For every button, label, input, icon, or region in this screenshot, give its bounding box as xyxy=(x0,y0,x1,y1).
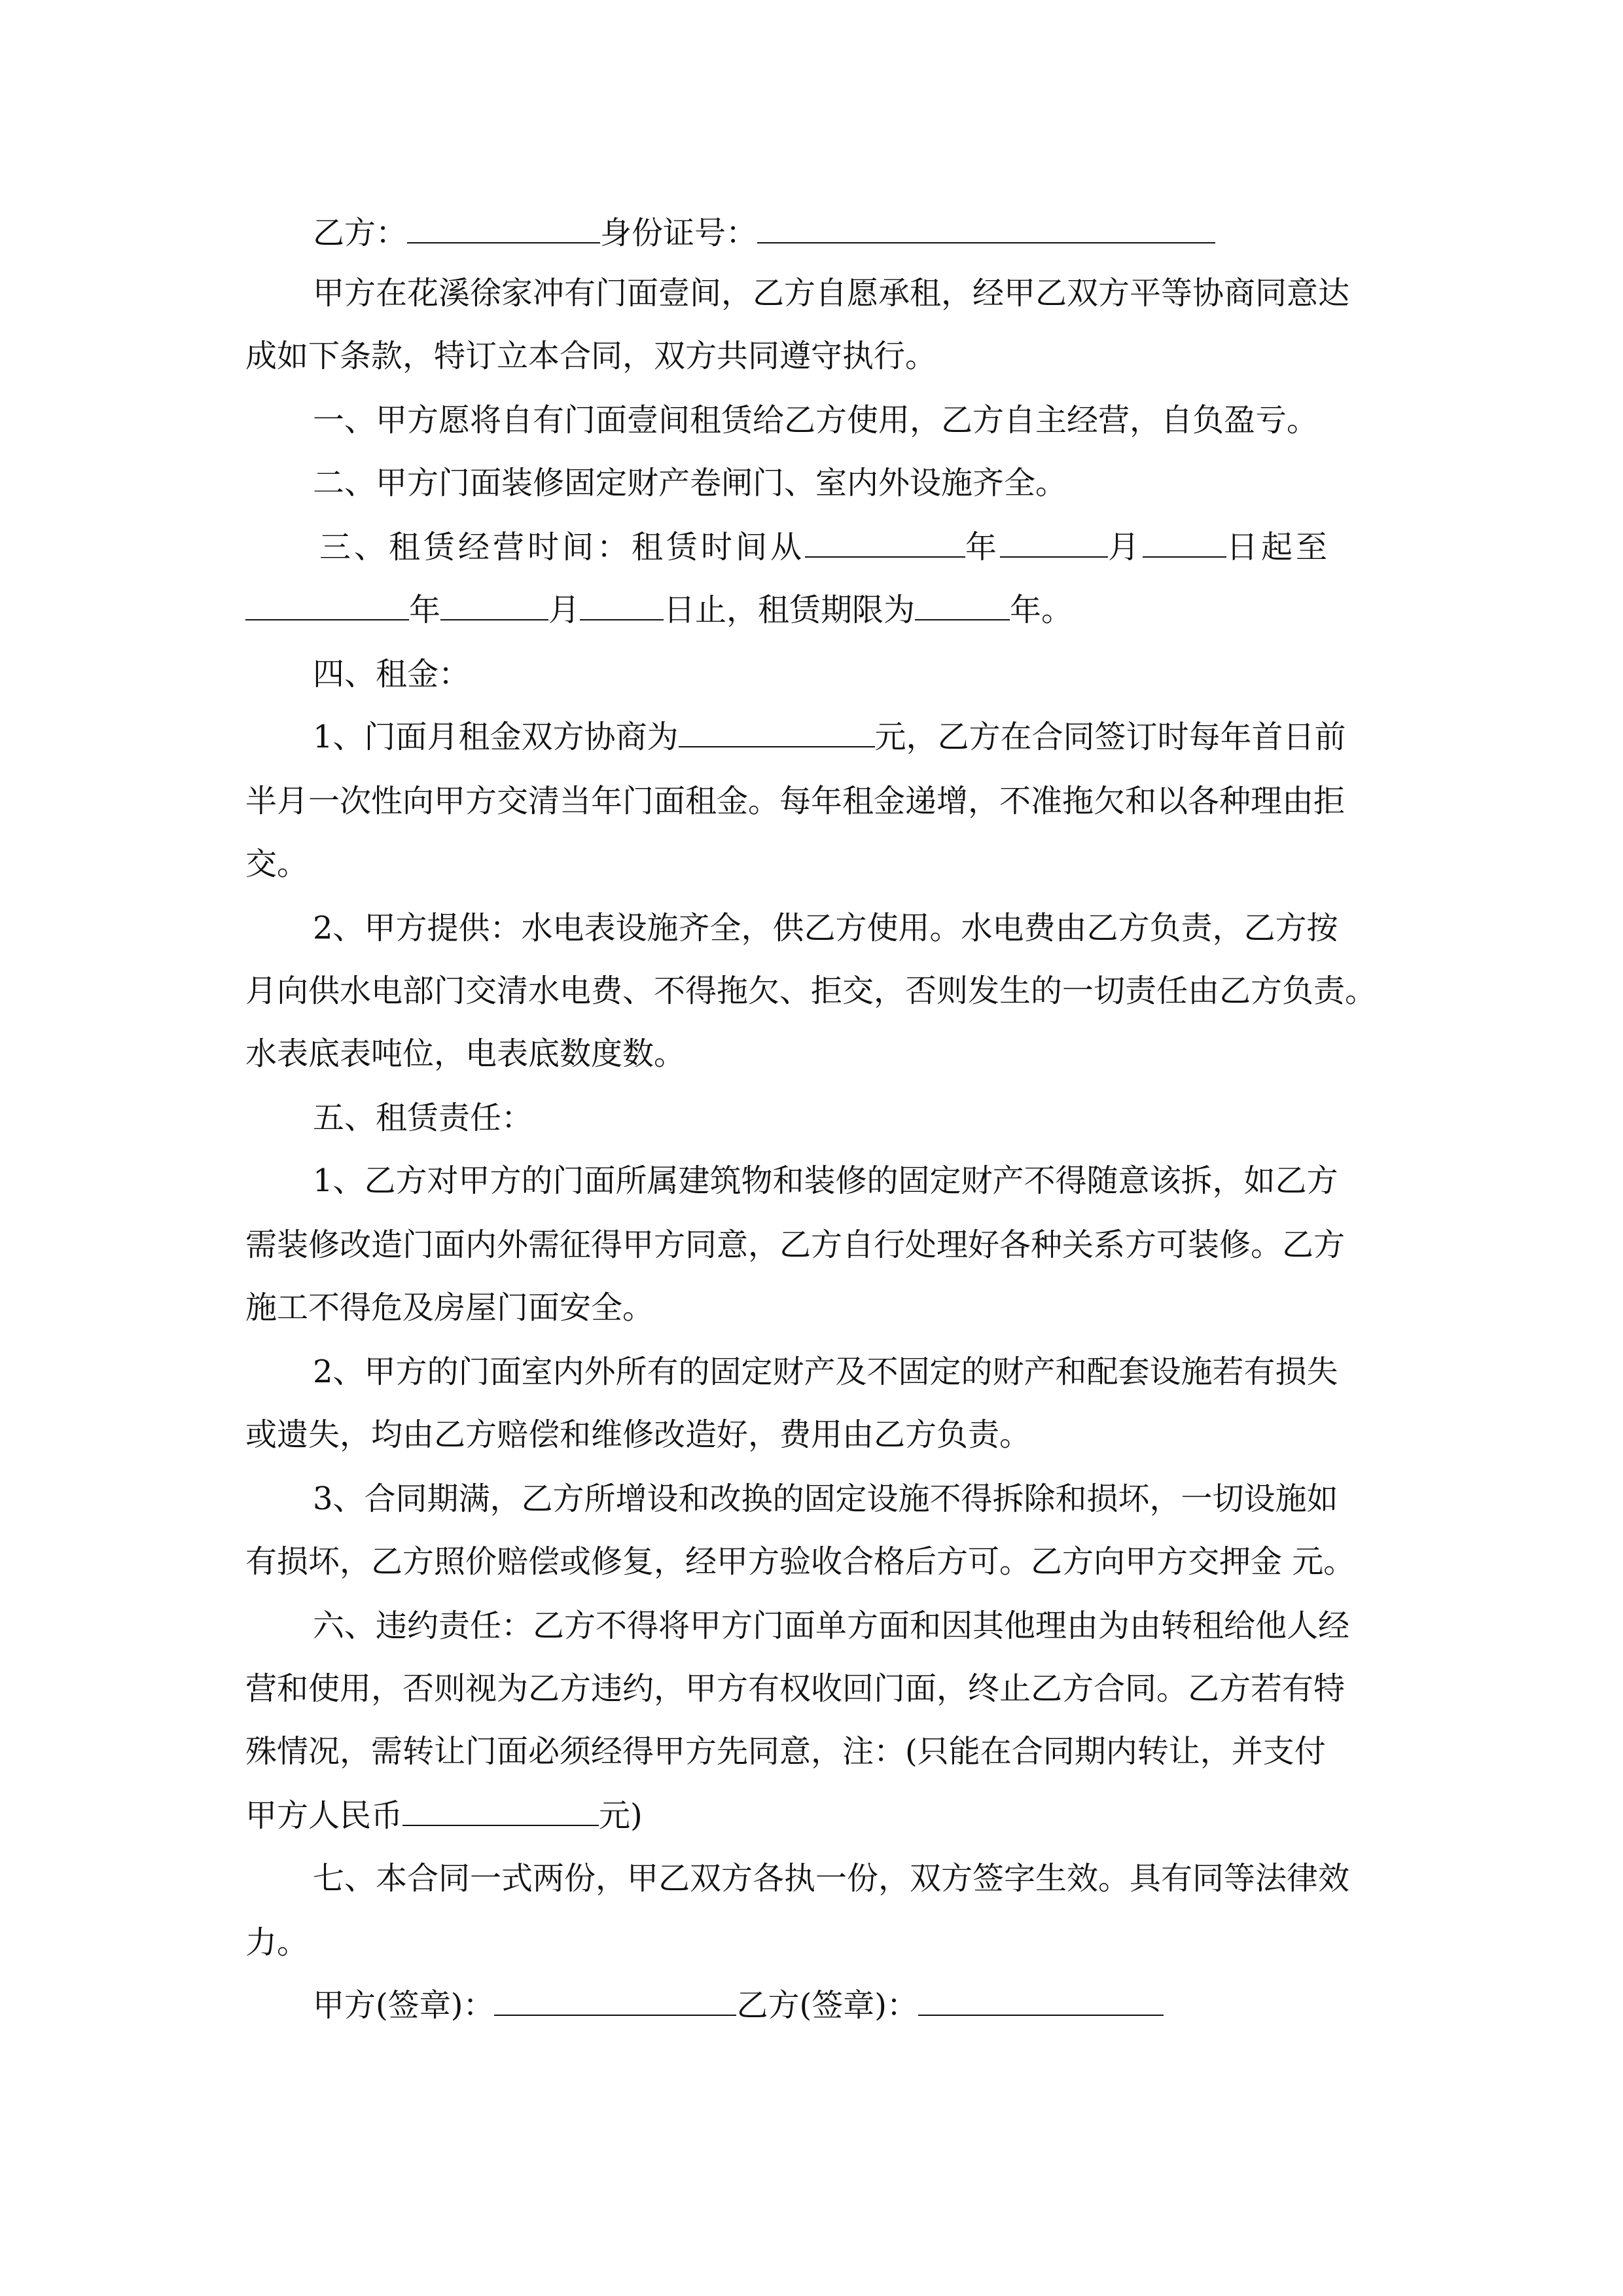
breach-fee-label: 甲方人民币 xyxy=(245,1797,403,1834)
party-a-signature-label: 甲方(签章)： xyxy=(313,1987,495,2024)
end-month-unit: 月 xyxy=(548,592,580,628)
clause-4-heading: 四、租金： xyxy=(313,656,471,692)
start-month-blank xyxy=(1000,528,1108,558)
intro-line-2: 成如下条款，特订立本合同，双方共同遵守执行。 xyxy=(245,338,937,374)
start-year-blank xyxy=(805,528,965,558)
rent-line-2: 半月一次性向甲方交清当年门面租金。每年租金递增，不准拖欠和以各种理由拒 xyxy=(245,783,1346,819)
responsibility-1-line-2: 需装修改造门面内外需征得甲方同意，乙方自行处理好各种关系方可装修。乙方 xyxy=(245,1227,1346,1263)
breach-fee-unit: 元) xyxy=(599,1797,643,1834)
rent-amount-blank xyxy=(679,717,875,747)
utilities-line-3: 水表底表吨位，电表底数度数。 xyxy=(245,1035,686,1072)
end-day-unit: 日止，租赁期限为 xyxy=(664,592,916,628)
start-year-unit: 年 xyxy=(965,529,1001,565)
responsibility-2-line-2: 或遗失，均由乙方赔偿和维修改造好，费用由乙方负责。 xyxy=(245,1416,1031,1453)
party-b-line xyxy=(313,213,1215,253)
end-month-blank xyxy=(440,590,548,620)
clause-1: 一、甲方愿将自有门面壹间租赁给乙方使用，乙方自主经营，自负盈亏。 xyxy=(313,402,1319,439)
rent-line-3: 交。 xyxy=(245,846,309,882)
breach-fee-blank xyxy=(402,1796,599,1826)
party-b-signature-label: 乙方(签章)： xyxy=(736,1987,918,2024)
start-day-blank xyxy=(1143,528,1226,558)
party-a-signature-blank xyxy=(494,1986,736,2016)
clause-2: 二、甲方门面装修固定财产卷闸门、室内外设施齐全。 xyxy=(313,465,1067,501)
utilities-line-1: 2、甲方提供：水电表设施齐全，供乙方使用。水电费由乙方负责，乙方按 xyxy=(313,910,1338,946)
id-number-blank xyxy=(757,213,1215,243)
lease-period-label: 三、租赁经营时间：租赁时间从 xyxy=(319,529,806,565)
clause-3-line-1 xyxy=(319,528,1330,567)
breach-line-1: 六、违约责任：乙方不得将甲方门面单方面和因其他理由为由转租给他人经 xyxy=(313,1607,1350,1644)
utilities-line-2: 月向供水电部门交清水电费、不得拖欠、拒交，否则发生的一切责任由乙方负责。 xyxy=(245,973,1377,1009)
start-month-unit: 月 xyxy=(1108,529,1143,565)
id-number-label: 身份证号： xyxy=(600,215,758,251)
start-day-unit: 日起至 xyxy=(1226,529,1331,565)
clause-5-heading: 五、租赁责任： xyxy=(313,1100,533,1136)
breach-line-3: 殊情况，需转让门面必须经得甲方先同意，注：(只能在合同期内转让，并支付 xyxy=(245,1733,1326,1770)
end-year-blank xyxy=(245,590,409,620)
clause-3-line-2 xyxy=(245,590,1073,630)
rent-line-1-tail: 元，乙方在合同签订时每年首日前 xyxy=(874,719,1346,755)
signature-line xyxy=(313,1986,1164,2025)
intro-line-1: 甲方在花溪徐家冲有门面壹间，乙方自愿承租，经甲乙双方平等协商同意达 xyxy=(313,275,1350,312)
party-b-name-blank xyxy=(407,213,600,243)
clause-7-line-1: 七、本合同一式两份，甲乙双方各执一份，双方签字生效。具有同等法律效 xyxy=(313,1860,1350,1897)
responsibility-1-line-3: 施工不得危及房屋门面安全。 xyxy=(245,1289,654,1326)
clause-7-line-2: 力。 xyxy=(245,1924,309,1961)
breach-line-4 xyxy=(245,1796,643,1835)
end-day-blank xyxy=(580,590,664,620)
end-year-unit: 年 xyxy=(409,592,441,628)
responsibility-3-line-2: 有损坏，乙方照价赔偿或修复，经甲方验收合格后方可。乙方向甲方交押金 元。 xyxy=(245,1543,1355,1580)
rent-line-1 xyxy=(313,717,1346,757)
responsibility-3-line-1: 3、合同期满，乙方所增设和改换的固定设施不得拆除和损坏，一切设施如 xyxy=(313,1480,1338,1517)
responsibility-1-line-1: 1、乙方对甲方的门面所属建筑物和装修的固定财产不得随意该拆，如乙方 xyxy=(313,1162,1338,1199)
party-b-signature-blank xyxy=(918,1986,1164,2016)
lease-years-blank xyxy=(915,590,1010,620)
rent-label: 1、门面月租金双方协商为 xyxy=(313,719,679,755)
breach-line-2: 营和使用，否则视为乙方违约，甲方有权收回门面，终止乙方合同。乙方若有特 xyxy=(245,1670,1346,1707)
party-b-label: 乙方： xyxy=(313,215,408,251)
lease-years-unit: 年。 xyxy=(1010,592,1073,628)
responsibility-2-line-1: 2、甲方的门面室内外所有的固定财产及不固定的财产和配套设施若有损失 xyxy=(313,1354,1338,1390)
